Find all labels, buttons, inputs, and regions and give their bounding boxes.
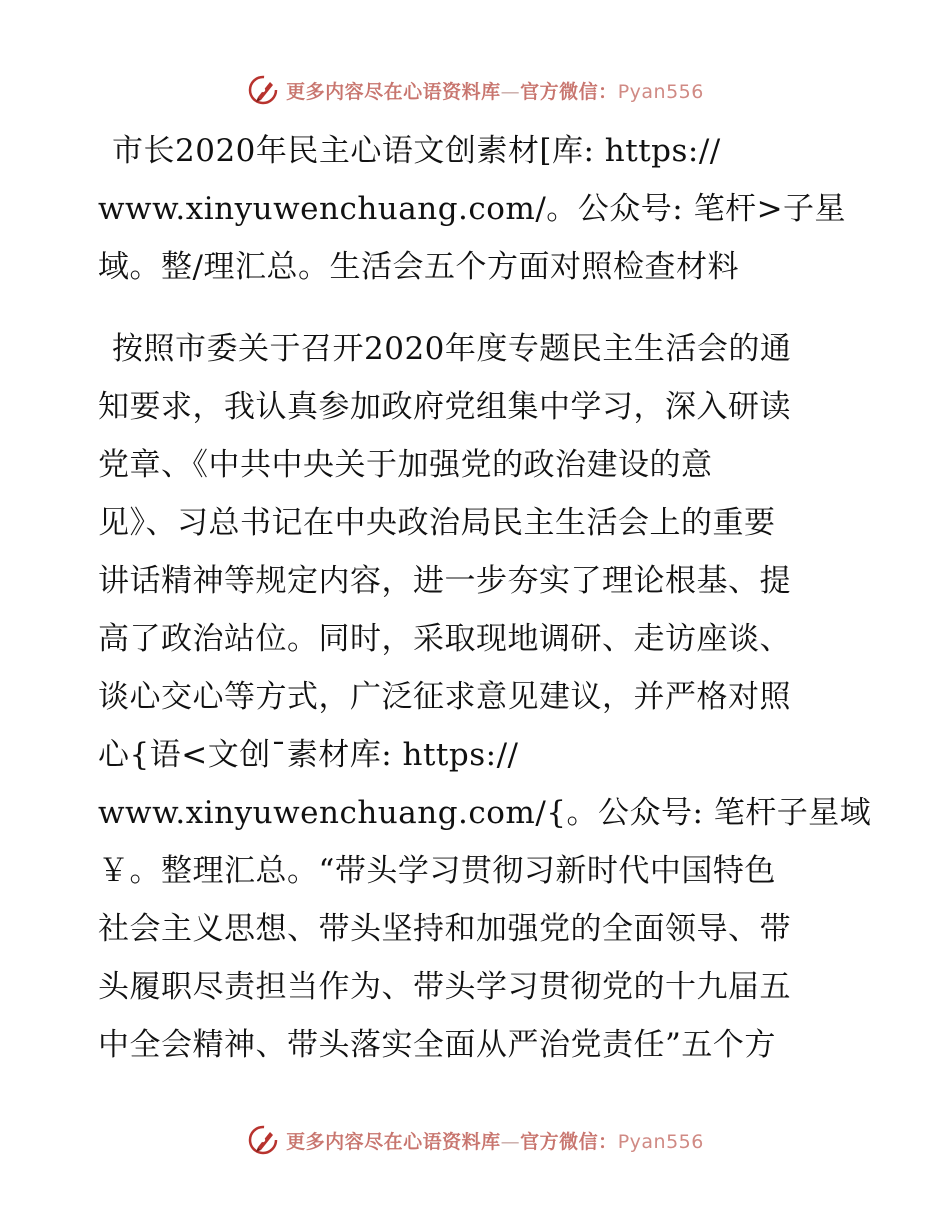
paragraph-line: 谈心交心等方式，广泛征求意见建议，并严格对照 — [98, 679, 791, 715]
title-line: www.xinyuwenchuang.com/。公众号: 笔杆>子星 — [98, 191, 847, 227]
paragraph-line: 讲话精神等规定内容，进一步夯实了理论根基、提 — [98, 563, 791, 599]
pen-logo-icon — [246, 73, 280, 107]
banner-account: Pyan556 — [617, 80, 704, 103]
pen-logo-icon — [246, 1123, 280, 1157]
paragraph-line: 高了政治站位。同时，采取现地调研、走访座谈、 — [98, 621, 791, 657]
banner-main-text: 更多内容尽在心语资料库 — [286, 1130, 501, 1153]
paragraph-line: 党章、《中共中央关于加强党的政治建设的意 — [98, 447, 713, 483]
footer-banner — [0, 1120, 950, 1160]
header-banner — [0, 70, 950, 110]
banner-separator: — — [500, 1130, 521, 1153]
document-body — [98, 122, 872, 1074]
banner-wechat-label: 官方微信： — [520, 1130, 618, 1153]
title-line: 域。整/理汇总。生活会五个方面对照检查材料 — [98, 249, 739, 285]
banner-main-text: 更多内容尽在心语资料库 — [286, 80, 501, 103]
paragraph-line: 社会主义思想、带头坚持和加强党的全面领导、带 — [98, 911, 791, 947]
paragraph-line: 见》、习总书记在中央政治局民主生活会上的重要 — [98, 505, 776, 541]
paragraph-line: 中全会精神、带头落实全面从严治党责任”五个方 — [98, 1027, 776, 1063]
paragraph-line: 头履职尽责担当作为、带头学习贯彻党的十九届五 — [98, 969, 791, 1005]
title-line: 市长2020年民主心语文创素材[库: https:// — [112, 133, 721, 169]
paragraph-line: ￥。整理汇总。“带头学习贯彻习新时代中国特色 — [98, 853, 776, 889]
banner-text — [286, 1127, 704, 1154]
paragraph-line: 按照市委关于召开2020年度专题民主生活会的通 — [112, 331, 792, 367]
banner-text — [286, 77, 704, 104]
paragraph-line: 知要求，我认真参加政府党组集中学习，深入研读 — [98, 389, 791, 425]
paragraph-line: www.xinyuwenchuang.com/{。公众号: 笔杆子星域 — [98, 795, 872, 831]
banner-wechat-label: 官方微信： — [520, 80, 618, 103]
paragraph-line: 心{语<文创¯素材库: https:// — [98, 737, 519, 773]
banner-account: Pyan556 — [617, 1130, 704, 1153]
banner-separator: — — [500, 80, 521, 103]
